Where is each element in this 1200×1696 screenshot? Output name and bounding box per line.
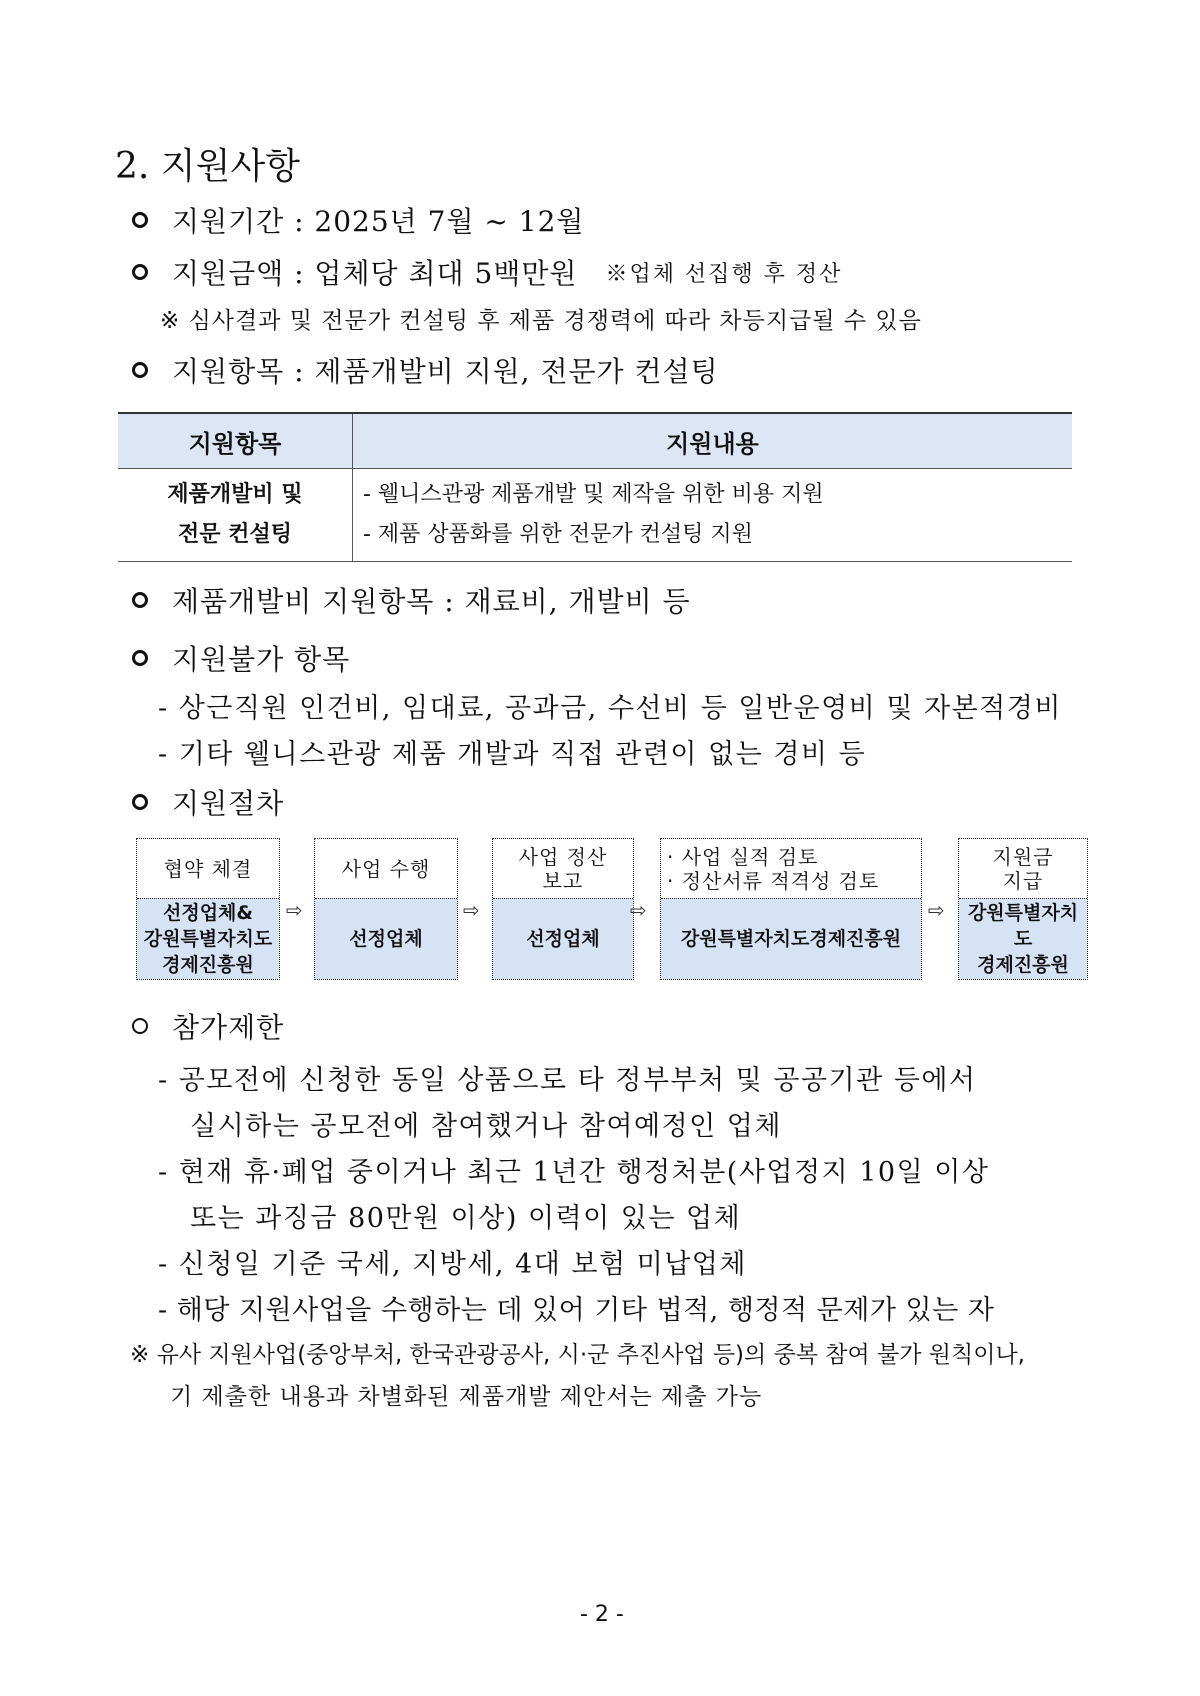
step-top-text: 보고 <box>542 869 584 893</box>
items-text: 지원항목 : 제품개발비 지원, 전문가 컨설팅 <box>172 355 719 388</box>
restriction-item: 또는 과징금 80만원 이상) 이력이 있는 업체 <box>190 1203 742 1234</box>
step-top-text: 사업 수행 <box>341 857 431 881</box>
step-bottom-text: 선정업체& <box>162 902 253 924</box>
bullet-circle-icon <box>132 1018 148 1034</box>
restriction-title: 참가제한 <box>172 1011 285 1044</box>
not-supported-title: 지원불가 항목 <box>172 643 351 676</box>
step-bottom-text: 선정업체 <box>349 928 423 950</box>
support-table <box>118 412 1072 562</box>
step-bottom-text: 강원특별자치도 <box>967 902 1079 950</box>
step-bottom-text: 경제진흥원 <box>162 954 254 976</box>
devcost-line <box>132 580 691 620</box>
restriction-line <box>132 1006 284 1046</box>
bullet-circle-icon <box>132 592 148 608</box>
arrow-right-icon: ⇨ <box>630 898 647 922</box>
step-top-text: 사업 정산 <box>518 845 608 869</box>
table-cell-content <box>353 469 1073 562</box>
procedure-line <box>132 782 284 822</box>
step-bottom-text: 선정업체 <box>526 928 600 950</box>
amount-line <box>132 252 842 292</box>
bullet-circle-icon <box>132 794 148 810</box>
restriction-item: - 현재 휴·폐업 중이거나 최근 1년간 행정처분(사업정지 10일 이상 <box>158 1157 990 1188</box>
table-row <box>118 469 1072 562</box>
final-note: 기 제출한 내용과 차별화된 제품개발 제안서는 제출 가능 <box>170 1384 763 1410</box>
devcost-text: 제품개발비 지원항목 : 재료비, 개발비 등 <box>172 585 691 618</box>
cell-line: - 웰니스관광 제품개발 및 제작을 위한 비용 지원 <box>363 482 824 507</box>
period-text: 지원기간 : 2025년 7월 ~ 12월 <box>172 205 585 238</box>
flow-step-2 <box>314 838 458 980</box>
cell-line: 전문 컨설팅 <box>178 522 292 547</box>
step-top-text: 지급 <box>1002 869 1044 893</box>
flow-step-4 <box>660 838 922 980</box>
not-supported-item: - 상근직원 인건비, 임대료, 공과금, 수선비 등 일반운영비 및 자본적경비 <box>158 693 1062 724</box>
restriction-item: - 공모전에 신청한 동일 상품으로 타 정부부처 및 공공기관 등에서 <box>158 1065 977 1096</box>
restriction-item: - 신청일 기준 국세, 지방세, 4대 보험 미납업체 <box>158 1249 747 1280</box>
step-top-text: · 정산서류 적격성 검토 <box>667 869 880 893</box>
step-bottom-text: 강원특별자치도경제진흥원 <box>680 928 902 950</box>
flow-step-1 <box>136 838 280 980</box>
amount-subnote: ※ 심사결과 및 전문가 컨설팅 후 제품 경쟁력에 따라 차등지급될 수 있음 <box>160 308 922 334</box>
items-line <box>132 350 719 390</box>
not-supported-item: - 기타 웰니스관광 제품 개발과 직접 관련이 없는 경비 등 <box>158 739 867 770</box>
final-note: ※ 유사 지원사업(중앙부처, 한국관광공사, 시·군 추진사업 등)의 중복 참여 불가 원칙이나, <box>130 1342 1025 1368</box>
amount-text: 지원금액 : 업체당 최대 5백만원 <box>172 257 578 290</box>
section-heading: 2. 지원사항 <box>115 146 300 187</box>
table-header-content: 지원내용 <box>353 413 1073 469</box>
flow-step-3 <box>492 838 634 980</box>
cell-line: - 제품 상품화를 위한 전문가 컨설팅 지원 <box>363 522 753 547</box>
arrow-right-icon: ⇨ <box>286 898 303 922</box>
cell-line: 제품개발비 및 <box>167 482 303 507</box>
table-cell-item <box>118 469 353 562</box>
bullet-circle-icon <box>132 264 148 280</box>
bullet-circle-icon <box>132 212 148 228</box>
step-top-text: 협약 체결 <box>163 857 253 881</box>
step-top-text: · 사업 실적 검토 <box>667 845 819 869</box>
table-header-item: 지원항목 <box>118 413 353 469</box>
bullet-circle-icon <box>132 650 148 666</box>
bullet-circle-icon <box>132 362 148 378</box>
step-top-text: 지원금 <box>992 845 1054 869</box>
arrow-right-icon: ⇨ <box>928 898 945 922</box>
amount-note: ※업체 선집행 후 정산 <box>605 261 843 287</box>
flow-step-5 <box>958 838 1088 980</box>
restriction-item: - 해당 지원사업을 수행하는 데 있어 기타 법적, 행정적 문제가 있는 자 <box>158 1295 995 1326</box>
step-bottom-text: 강원특별자치도 <box>143 928 273 950</box>
period-line <box>132 200 584 240</box>
restriction-item: 실시하는 공모전에 참여했거나 참여예정인 업체 <box>190 1111 782 1142</box>
step-bottom-text: 경제진흥원 <box>977 954 1069 976</box>
page-number: - 2 - <box>580 1602 624 1627</box>
procedure-title: 지원절차 <box>172 787 285 820</box>
arrow-right-icon: ⇨ <box>463 898 480 922</box>
not-supported-line <box>132 638 350 678</box>
